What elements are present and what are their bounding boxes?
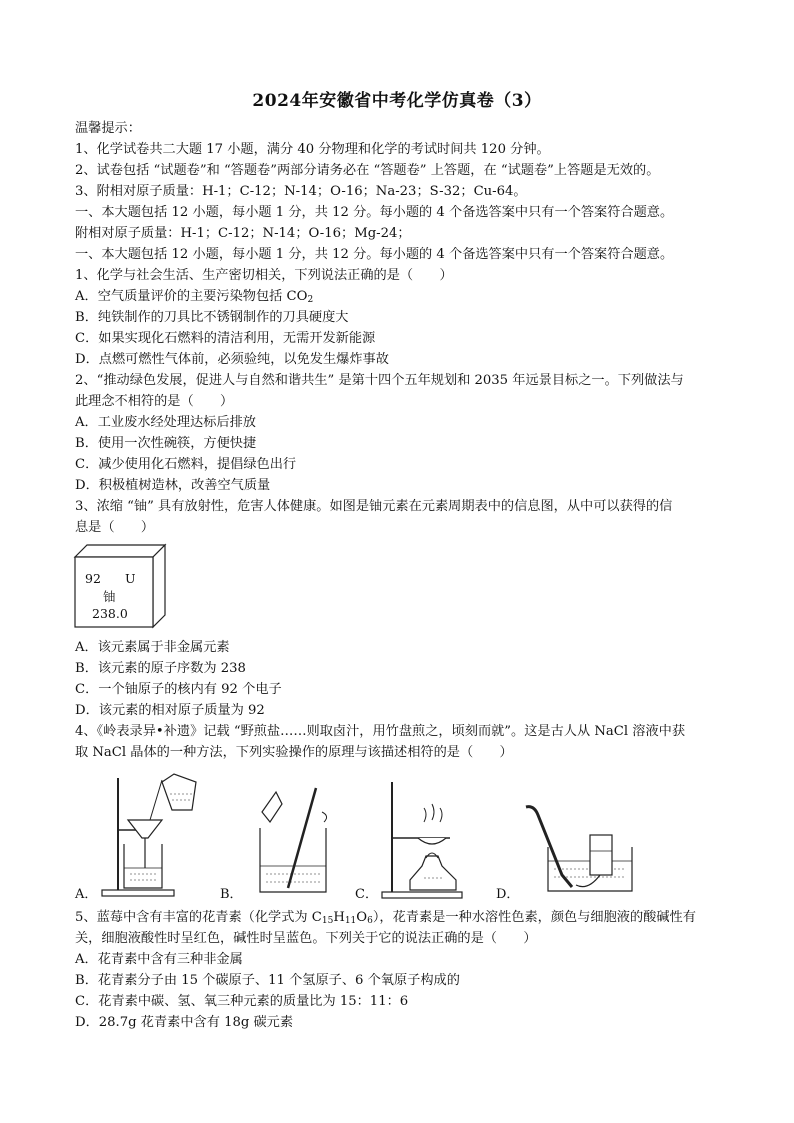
q4-label-a: A． xyxy=(75,887,98,902)
q4-label-c: C． xyxy=(355,887,378,902)
element-name: 铀 xyxy=(103,589,116,604)
q4-stem-2: 取 NaCl 晶体的一种方法，下列实验操作的原理与该描述相符的是（ ） xyxy=(75,745,513,760)
formula-o: O xyxy=(356,910,368,925)
formula-sub-h: 11 xyxy=(344,916,357,926)
element-symbol: U xyxy=(125,571,136,586)
q1-stem: 1、化学与社会生活、生产密切相关，下列说法正确的是（ ） xyxy=(75,268,453,283)
evaporation-figure xyxy=(380,778,470,898)
q5-option-a: A．花青素中含有三种非金属 xyxy=(75,952,243,967)
q5-option-d: D．28.7g 花青素中含有 18g 碳元素 xyxy=(75,1015,294,1030)
atomic-mass: 238.0 xyxy=(92,606,128,621)
q3-option-b: B．该元素的原子序数为 238 xyxy=(75,661,246,676)
q5-option-c: C．花青素中碳、氢、氧三种元素的质量比为 15：11：6 xyxy=(75,994,409,1009)
notes-heading: 温馨提示： xyxy=(75,121,141,136)
q4-stem-1: 4、《岭表录异•补遗》记载 “野煎盐……则取卤汁，用竹盘煎之，顷刻而就”。这是古人从 NaCl 溶液中获 xyxy=(75,724,686,739)
formula-h: H xyxy=(333,910,345,925)
notes-atomic-mass: 附相对原子质量：H-1；C-12；N-14；O-16；Mg-24； xyxy=(75,226,411,241)
q1-option-b: B．纯铁制作的刀具比不锈钢制作的刀具硬度大 xyxy=(75,310,349,325)
q2-option-d: D．积极植树造林，改善空气质量 xyxy=(75,478,271,493)
q3-stem-1: 3、浓缩 “铀” 具有放射性，危害人体健康。如图是铀元素在元素周期表中的信息图，从中可以获得的信 xyxy=(75,499,673,514)
atomic-number: 92 xyxy=(85,571,101,586)
q4-label-d: D． xyxy=(496,887,520,902)
notes-line-1: 1、化学试卷共二大题 17 小题，满分 40 分物理和化学的考试时间共 120 分钟。 xyxy=(75,142,550,157)
q1-option-a-text: A．空气质量评价的主要污染物包括 CO xyxy=(75,289,308,304)
q3-option-d: D．该元素的相对原子质量为 92 xyxy=(75,703,265,718)
section-instruction-repeat: 一、本大题包括 12 小题，每小题 1 分，共 12 分。每小题的 4 个备选答案中只有一个答案符合题意。 xyxy=(75,247,674,262)
q5-stem-suffix: ），花青素是一种水溶性色素，颜色与细胞液的酸碱性有 xyxy=(372,910,696,925)
formula-sub-c: 15 xyxy=(321,916,334,926)
gas-collection-figure xyxy=(522,805,634,897)
q2-option-b: B．使用一次性碗筷，方便快捷 xyxy=(75,436,257,451)
q1-option-d: D．点燃可燃性气体前，必须验纯，以免发生爆炸事故 xyxy=(75,352,389,367)
q2-option-a: A．工业废水经处理达标后排放 xyxy=(75,415,256,430)
q3-stem-2: 息是（ ） xyxy=(75,520,155,535)
q5-option-b: B．花青素分子由 15 个碳原子、11 个氢原子、6 个氧原子构成的 xyxy=(75,973,460,988)
q2-stem-1: 2、“推动绿色发展，促进人与自然和谐共生” 是第十四个五年规划和 2035 年远景目标之一。下列做法与 xyxy=(75,373,684,388)
page-title: 2024年安徽省中考化学仿真卷（3） xyxy=(252,91,542,111)
notes-line-3: 3、附相对原子质量：H-1；C-12；N-14；O-16；Na-23；S-32；Cu-64。 xyxy=(75,184,527,199)
formula-sub-o: 6 xyxy=(367,916,373,926)
filtration-apparatus-figure xyxy=(100,772,200,897)
q1-option-c: C．如果实现化石燃料的清洁利用，无需开发新能源 xyxy=(75,331,376,346)
notes-line-2: 2、试卷包括 “试题卷”和 “答题卷”两部分请务必在 “答题卷” 上答题，在 “试题卷”上答题是无效的。 xyxy=(75,163,660,178)
q1-option-a-subscript: 2 xyxy=(307,295,314,305)
dilution-figure xyxy=(248,788,338,898)
uranium-element-card xyxy=(75,545,165,627)
q2-option-c: C．减少使用化石燃料，提倡绿色出行 xyxy=(75,457,297,472)
q3-option-c: C．一个铀原子的核内有 92 个电子 xyxy=(75,682,282,697)
q5-stem-2: 关，细胞液酸性时呈红色，碱性时呈蓝色。下列关于它的说法正确的是（ ） xyxy=(75,931,537,946)
q5-stem-text: 5、蓝莓中含有丰富的花青素（化学式为 C xyxy=(75,910,322,925)
q3-option-a: A．该元素属于非金属元素 xyxy=(75,640,230,655)
section-instruction: 一、本大题包括 12 小题，每小题 1 分，共 12 分。每小题的 4 个备选答案中只有一个答案符合题意。 xyxy=(75,205,674,220)
q4-label-b: B． xyxy=(220,887,243,902)
q2-stem-2: 此理念不相符的是（ ） xyxy=(75,394,234,409)
